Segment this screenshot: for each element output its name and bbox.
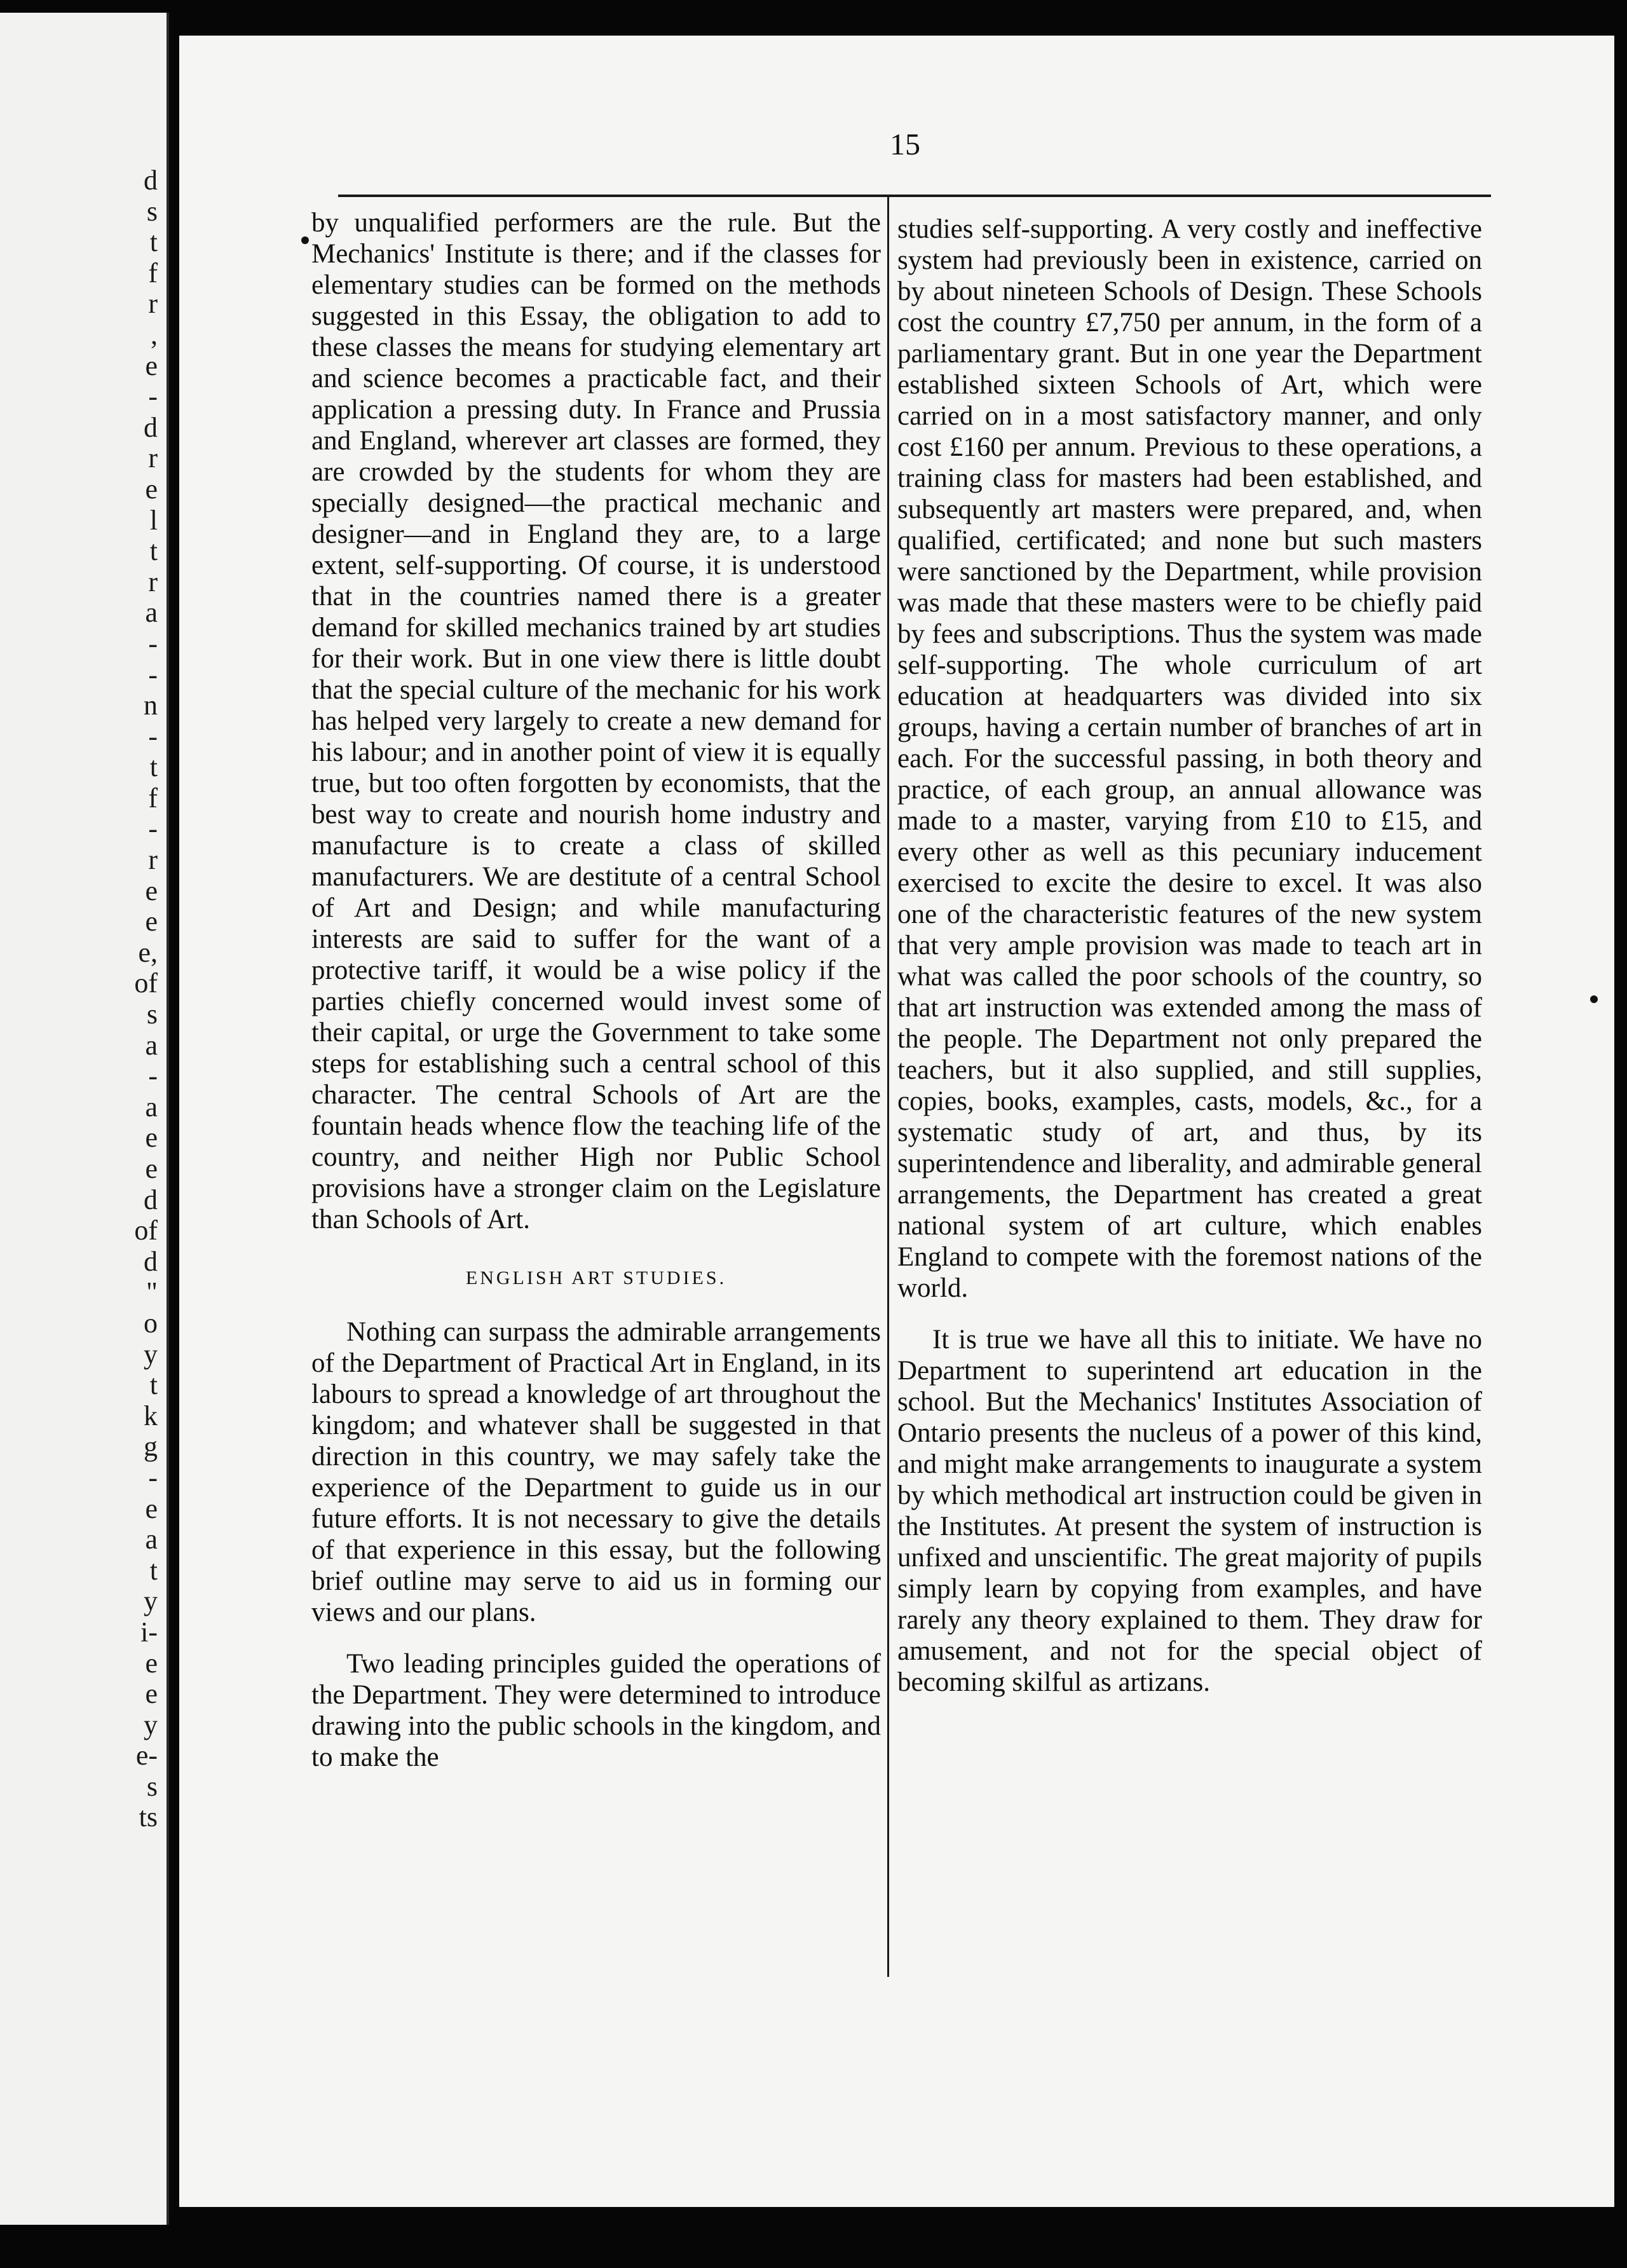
previous-page-fragment: a [145, 1524, 158, 1555]
previous-page-fragment: e, [138, 936, 158, 968]
previous-page-fragment: t [149, 535, 158, 567]
previous-page-fragment: y [144, 1338, 158, 1370]
previous-page-fragment: , [151, 318, 158, 350]
previous-page-fragment: e [145, 350, 158, 381]
previous-page-fragment: g [144, 1431, 158, 1463]
right-column [897, 214, 1482, 1698]
previous-page-fragment: f [148, 257, 158, 289]
paragraph: Two leading principles guided the operations of the Department. They were determined to introduce drawing into the public schools in the kingdom, and to make the [311, 1649, 881, 1772]
margin-dot-mark [301, 236, 309, 244]
paragraph: studies self-supporting. A very costly and ineffective system had previously been in existence, carried on by about nineteen Schools of Design. These Schools cost the country £7,750 per annum, in the form of a parliamentary grant. But in one year the Department established sixteen Schools of Art, which were carried on in a most satisfactory manner, and only cost £160 per annum. Previous to these operations, a training class for masters had been established, and subsequently art masters were prepared, and, when qualified, certificated; and none but such masters were sanctioned by the Department, while provision was made that these masters were to be chiefly paid by fees and subscriptions. Thus the system was made self-supporting. The whole curriculum of art education at headquarters was divided into six groups, having a certain number of branches of art in each. For the successful passing, in both theory and practice, of each group, an annual allowance was made to a master, varying from £10 to £15, and every other as well as this pecuniary inducement exercised to excite the desire to excel. It was also one of the characteristic features of the new system that very ample provision was made to teach art in what was called the poor schools of the country, so that art instruction was extended among the mass of the people. The Department not only prepared the teachers, but it also supplied, and still supplies, copies, books, examples, casts, models, &c., for a systematic study of art, and thus, by its superintendence and liberality, and admirable general arrangements, the Department has created a great national system of art culture, which enables England to compete with the foremost nations of the world. [897, 214, 1482, 1303]
previous-page-fragment: s [146, 999, 158, 1030]
previous-page-fragment: - [148, 381, 158, 413]
previous-page-fragment: a [145, 1091, 158, 1123]
previous-page-fragment: r [148, 442, 158, 474]
previous-page-fragment: t [149, 226, 158, 258]
previous-page-fragment: e [145, 1678, 158, 1710]
previous-page-fragment: o [144, 1307, 158, 1339]
previous-page-fragment: f [148, 782, 158, 814]
previous-page-fragment: a [145, 597, 158, 629]
previous-page-fragment: e [145, 1647, 158, 1679]
previous-page-fragment: - [148, 813, 158, 845]
previous-page-fragment: - [148, 627, 158, 659]
previous-page-fragment: e [145, 1493, 158, 1524]
previous-page-fragment: - [148, 659, 158, 690]
previous-page-fragment: a [145, 1029, 158, 1061]
margin-dot-mark [1590, 995, 1598, 1003]
previous-page-fragment: - [148, 1060, 158, 1092]
previous-page-fragment: e [145, 1153, 158, 1184]
previous-page-fragment: r [148, 844, 158, 876]
paragraph: Nothing can surpass the admirable arrangements of the Department of Practical Art in England, in its labours to spread a knowledge of art throughout the kingdom; and whatever shall be suggested in that direction in this country, we may safely take the experience of the Department to guide us in our future efforts. It is not necessary to give the details of that experience in this essay, but the following brief outline may serve to aid us in forming our views and our plans. [311, 1317, 881, 1627]
previous-page-fragment: " [146, 1276, 158, 1308]
previous-page-fragment: k [144, 1400, 158, 1431]
previous-page-fragment: t [149, 1369, 158, 1401]
previous-page-text-fragments [119, 165, 158, 1833]
previous-page-fragment: y [144, 1585, 158, 1617]
page-number: 15 [890, 128, 920, 161]
header-rule [338, 195, 1491, 197]
previous-page-fragment: of [134, 967, 158, 999]
previous-page-fragment: r [148, 288, 158, 320]
previous-page-fragment: d [144, 165, 158, 196]
previous-page-fragment: l [149, 504, 158, 536]
previous-page-fragment: e [145, 906, 158, 938]
column-divider [887, 197, 889, 1977]
paragraph: It is true we have all this to initiate. We have no Department to superintend art education in the school. But the Mechanics' Institutes Association of Ontario presents the nucleus of a power of this kind, and might make arrangements to inaugurate a system by which methodical art instruction could be given in the Institutes. At present the system of instruction is unfixed and unscientific. The great majority of pupils simply learn by copying from examples, and have rarely any theory explained to them. They draw for amusement, and not for the special object of becoming skilful as artizans. [897, 1325, 1482, 1697]
section-heading: ENGLISH ART STUDIES. [465, 1267, 727, 1288]
previous-page-fragment: e [145, 1122, 158, 1154]
previous-page-fragment: s [146, 195, 158, 227]
previous-page-fragment: t [149, 751, 158, 783]
previous-page-fragment: ts [139, 1801, 158, 1833]
previous-page-fragment: t [149, 1554, 158, 1586]
previous-page-fragment: e- [135, 1740, 158, 1772]
previous-page-edge [0, 13, 169, 2225]
left-column [311, 207, 881, 1773]
previous-page-fragment: of [134, 1215, 158, 1247]
previous-page-fragment: s [146, 1770, 158, 1802]
previous-page-fragment: d [144, 411, 158, 443]
previous-page-fragment: d [144, 1184, 158, 1215]
previous-page-fragment: y [144, 1709, 158, 1740]
previous-page-fragment: - [148, 1461, 158, 1493]
paragraph: by unqualified performers are the rule. But the Mechanics' Institute is there; and if the classes for elementary studies can be formed on the methods suggested in this Essay, the obligation to add to these classes the means for studying elementary art and science becomes a practicable fact, and their application a pressing duty. In France and Prussia and England, wherever art classes are formed, they are crowded by the students for whom they are specially designed—the practical mechanic and designer—and in England they are, to a large extent, self-supporting. Of course, it is understood that in the countries named there is a greater demand for skilled mechanics trained by art studies for their work. But in one view there is little doubt that the special culture of the mechanic for his work has helped very largely to create a new demand for his labour; and in another point of view it is equally true, but too often forgotten by economists, that the best way to create and nourish home industry and manufacture is to create a class of skilled manufacturers. We are destitute of a central School of Art and Design; and while manufacturing interests are said to suffer for the want of a protective tariff, it would be a wise policy if the parties chiefly concerned would invest some of their capital, or urge the Government to take some steps for establishing such a central school of this character. The central Schools of Art are the fountain heads whence flow the teaching life of the country, and neither High nor Public School provisions have a stronger claim on the Legislature than Schools of Art. [311, 208, 881, 1234]
previous-page-fragment: - [148, 720, 158, 752]
previous-page-fragment: n [144, 690, 158, 721]
previous-page-fragment: r [148, 566, 158, 598]
previous-page-fragment: e [145, 473, 158, 505]
previous-page-fragment: e [145, 875, 158, 906]
previous-page-fragment: d [144, 1245, 158, 1277]
previous-page-fragment: i- [140, 1616, 158, 1648]
